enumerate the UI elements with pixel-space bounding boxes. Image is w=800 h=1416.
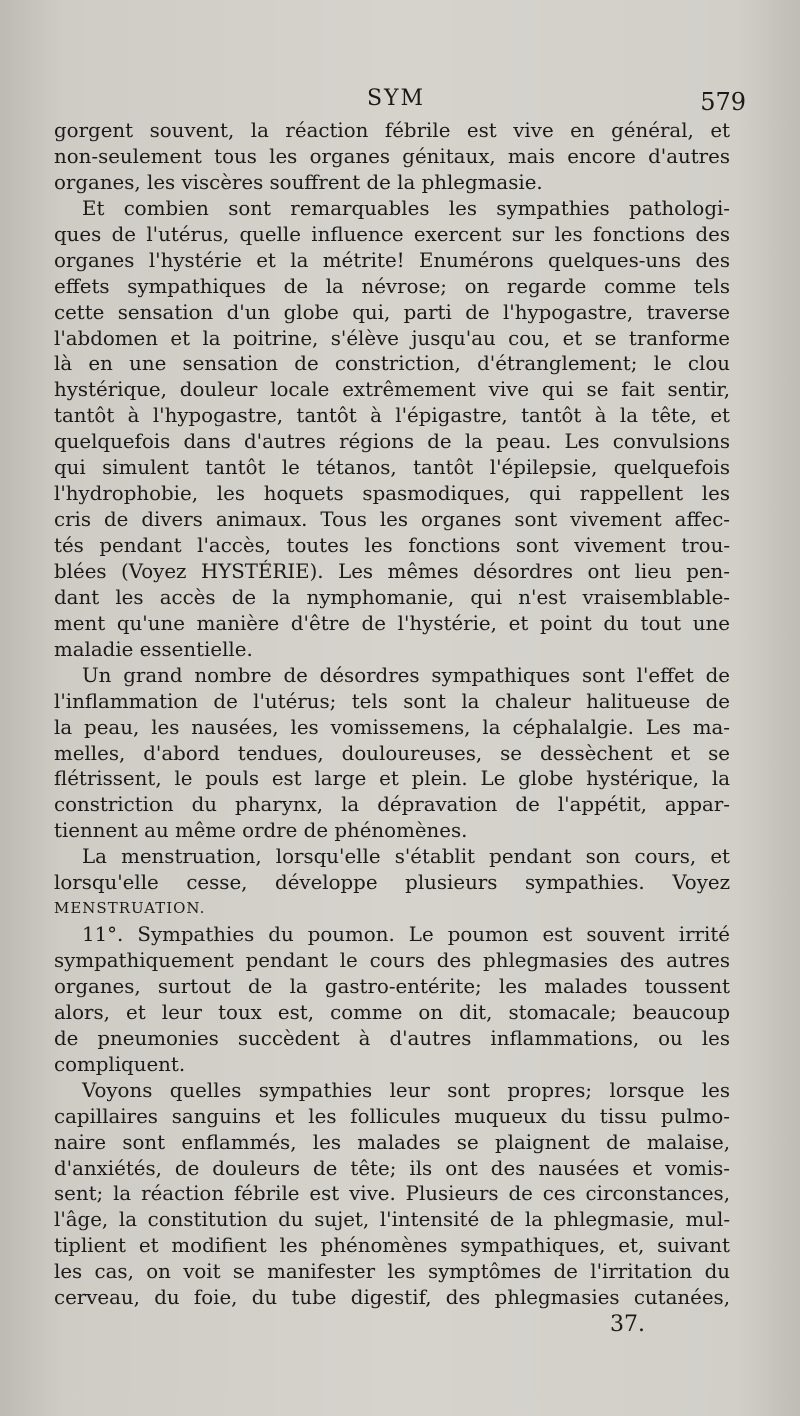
text-line: constriction du pharynx, la dépravation de l'appétit, appar- bbox=[54, 793, 730, 817]
page-header bbox=[56, 86, 746, 116]
text-line: l'inflammation de l'utérus; tels sont la chaleur halitueuse de bbox=[54, 689, 730, 713]
text-line: effets sympathiques de la névrose; on regarde comme tels bbox=[54, 274, 730, 298]
text-line: organes l'hystérie et la métrite! Enumérons quelques-uns des bbox=[54, 248, 730, 272]
text-line: l'âge, la constitution du sujet, l'intensité de la phlegmasie, mul- bbox=[54, 1208, 730, 1232]
text-line: Voyons quelles sympathies leur sont propres; lorsque les bbox=[82, 1078, 730, 1102]
text-line: l'abdomen et la poitrine, s'élève jusqu'au cou, et se tranforme bbox=[54, 326, 730, 350]
text-line: qui simulent tantôt le tétanos, tantôt l'épilepsie, quelquefois bbox=[54, 456, 730, 480]
text-line: Et combien sont remarquables les sympathies pathologi- bbox=[82, 196, 730, 220]
text-line: capillaires sanguins et les follicules muqueux du tissu pulmo- bbox=[54, 1104, 730, 1128]
text-line: tiplient et modifient les phénomènes sympathiques, et, suivant bbox=[54, 1234, 730, 1258]
text-line: MENSTRUATION. bbox=[54, 899, 206, 918]
text-line: alors, et leur toux est, comme on dit, stomacale; beaucoup bbox=[54, 1000, 730, 1024]
text-line: tiennent au même ordre de phénomènes. bbox=[54, 819, 468, 843]
text-line: non-seulement tous les organes génitaux, mais encore d'autres bbox=[54, 144, 730, 168]
text-line: ques de l'utérus, quelle influence exercent sur les fonctions des bbox=[54, 222, 730, 246]
text-line: 11°. Sympathies du poumon. Le poumon est souvent irrité bbox=[82, 923, 730, 947]
text-line: compliquent. bbox=[54, 1052, 186, 1076]
text-line: ment qu'une manière d'être de l'hystérie, et point du tout une bbox=[54, 611, 730, 635]
text-line: gorgent souvent, la réaction fébrile est vive en général, et bbox=[54, 119, 730, 142]
text-line: dant les accès de la nymphomanie, qui n'est vraisemblable- bbox=[54, 585, 730, 609]
text-line: La menstruation, lorsqu'elle s'établit pendant son cours, et bbox=[82, 845, 730, 869]
text-line: cris de divers animaux. Tous les organes sont vivement affec- bbox=[54, 508, 730, 532]
text-line: là en une sensation de constriction, d'étranglement; le clou bbox=[54, 352, 730, 376]
text-line: flétrissent, le pouls est large et plein. Le globe hystérique, la bbox=[54, 767, 730, 791]
text-line: les cas, on voit se manifester les symptômes de l'irritation du bbox=[54, 1260, 730, 1284]
text-line: sympathiquement pendant le cours des phlegmasies des autres bbox=[54, 949, 730, 972]
text-line: naire sont enflammés, les malades se plaignent de malaise, bbox=[54, 1130, 730, 1154]
signature-mark: 37. bbox=[610, 1312, 645, 1337]
text-line: quelquefois dans d'autres régions de la peau. Les convulsions bbox=[54, 430, 730, 454]
text-line: Un grand nombre de désordres sympathiques sont l'effet de bbox=[82, 663, 730, 687]
text-line: d'anxiétés, de douleurs de tête; ils ont des nausées et vomis- bbox=[54, 1156, 730, 1180]
text-line: tantôt à l'hypogastre, tantôt à l'épigastre, tantôt à la tête, et bbox=[54, 404, 730, 428]
text-line: cerveau, du foie, du tube digestif, des phlegmasies cutanées, bbox=[54, 1286, 730, 1310]
text-line: hystérique, douleur locale extrêmement vive qui se fait sentir, bbox=[54, 378, 730, 402]
text-line: maladie essentielle. bbox=[54, 637, 253, 661]
body-text bbox=[54, 118, 730, 1311]
running-head: SYM bbox=[366, 86, 426, 111]
text-line: organes, surtout de la gastro-entérite; les malades toussent bbox=[54, 974, 730, 998]
text-line: melles, d'abord tendues, douloureuses, se dessèchent et se bbox=[54, 741, 730, 765]
text-line: sent; la réaction fébrile est vive. Plusieurs de ces circonstances, bbox=[54, 1182, 730, 1206]
text-line: lorsqu'elle cesse, développe plusieurs sympathies. Voyez bbox=[54, 871, 730, 895]
text-line: tés pendant l'accès, toutes les fonctions sont vivement trou- bbox=[54, 534, 730, 557]
text-line: la peau, les nausées, les vomissemens, la céphalalgie. Les ma- bbox=[54, 715, 730, 739]
text-line: l'hydrophobie, les hoquets spasmodiques, qui rappellent les bbox=[54, 482, 730, 506]
text-line: cette sensation d'un globe qui, parti de l'hypogastre, traverse bbox=[54, 300, 730, 324]
text-line: organes, les viscères souffrent de la phlegmasie. bbox=[54, 170, 543, 194]
text-line: blées (Voyez HYSTÉRIE). Les mêmes désordres ont lieu pen- bbox=[54, 559, 730, 583]
text-line: de pneumonies succèdent à d'autres inflammations, ou les bbox=[54, 1026, 730, 1050]
page-number: 579 bbox=[700, 88, 746, 116]
